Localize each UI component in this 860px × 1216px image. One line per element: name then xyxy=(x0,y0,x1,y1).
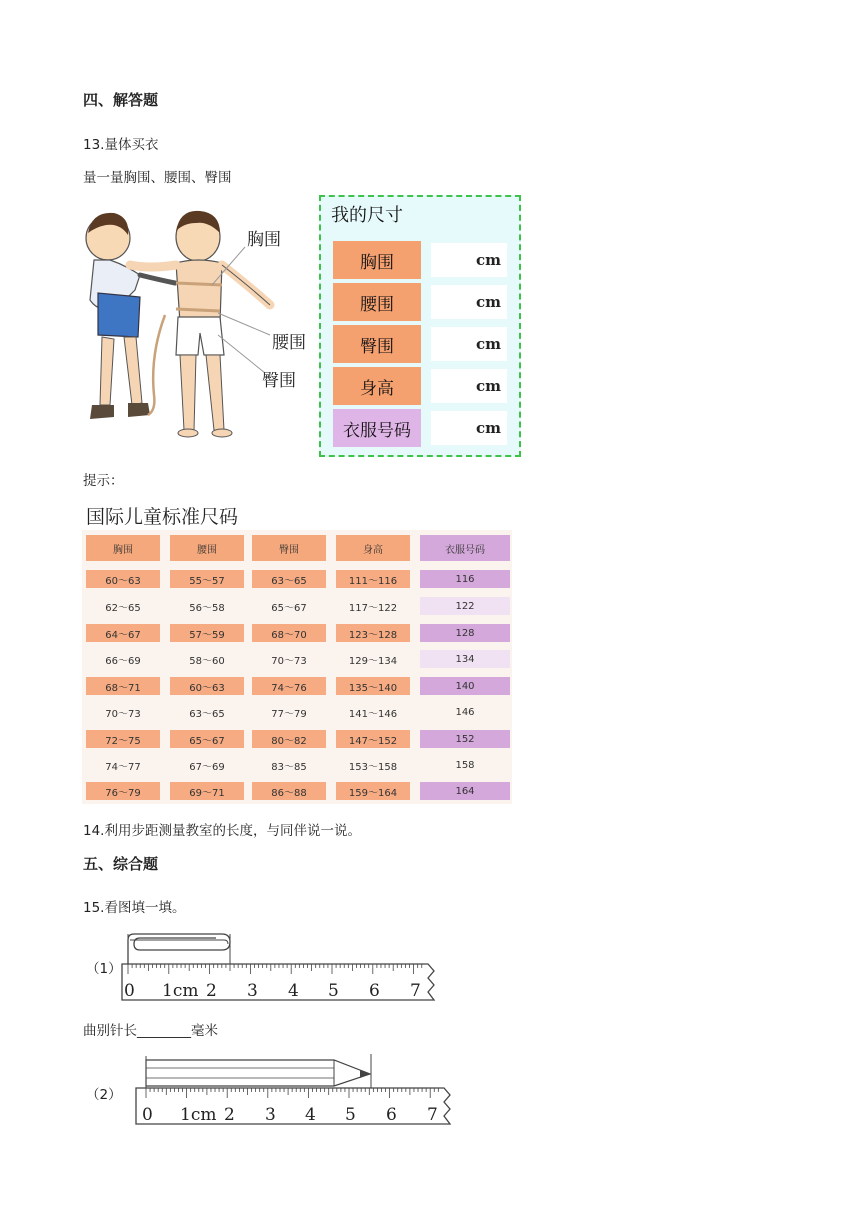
size-table-cell: 83～85 xyxy=(271,761,307,773)
card-label: 腰围 xyxy=(333,283,421,321)
card-row-clothing-size xyxy=(333,409,509,447)
size-table-cell: 111～116 xyxy=(336,570,410,588)
card-row-chest xyxy=(333,241,509,279)
size-table-cell: 70～73 xyxy=(271,655,307,667)
size-table-cell: 140 xyxy=(420,677,510,695)
card-label: 臀围 xyxy=(333,325,421,363)
q13-instruction: 量一量胸围、腰围、臀围 xyxy=(83,170,232,186)
size-table-cell: 152 xyxy=(420,730,510,748)
ruler-number: 4 xyxy=(305,1105,316,1125)
size-table-cell: 65～67 xyxy=(170,730,244,748)
size-table-cell: 146 xyxy=(455,706,475,718)
size-table-header: 身高 xyxy=(336,535,410,561)
left-boy-figure xyxy=(86,213,175,419)
size-table-cell: 74～77 xyxy=(105,761,141,773)
hint-label: 提示： xyxy=(83,473,124,489)
size-table-cell: 74～76 xyxy=(252,677,326,695)
size-table-cell: 57～59 xyxy=(170,624,244,642)
card-label: 身高 xyxy=(333,367,421,405)
size-table-cell: 68～71 xyxy=(86,677,160,695)
section-4-title: 四、解答题 xyxy=(83,91,159,109)
my-size-card xyxy=(319,195,521,457)
size-table-cell: 80～82 xyxy=(252,730,326,748)
ruler-number: 3 xyxy=(247,981,258,1001)
size-table-cell: 69～71 xyxy=(170,782,244,800)
ruler-number: 2 xyxy=(206,981,217,1001)
size-table-cell: 135～140 xyxy=(336,677,410,695)
card-value-field[interactable]: cm xyxy=(431,411,507,445)
size-table-cell: 70～73 xyxy=(105,708,141,720)
card-title: 我的尺寸 xyxy=(331,205,403,226)
card-value-field[interactable]: cm xyxy=(431,327,507,361)
size-table-cell: 134 xyxy=(420,650,510,668)
ruler-number: 3 xyxy=(265,1105,276,1125)
size-table-cell: 68～70 xyxy=(252,624,326,642)
chest-label: 胸围 xyxy=(247,230,281,250)
ruler-number: 6 xyxy=(386,1105,397,1125)
size-table-title: 国际儿童标准尺码 xyxy=(86,506,239,528)
ruler-number: 1cm xyxy=(180,1105,217,1125)
size-table-cell: 147～152 xyxy=(336,730,410,748)
size-table-cell: 60～63 xyxy=(86,570,160,588)
unit-text: 毫米 xyxy=(191,1023,218,1039)
size-table-cell: 55～57 xyxy=(170,570,244,588)
size-table-header: 衣服号码 xyxy=(420,535,510,561)
size-table-cell: 158 xyxy=(455,759,475,771)
size-table-cell: 65～67 xyxy=(271,602,307,614)
section-5-title: 五、综合题 xyxy=(83,855,159,873)
ruler-with-pencil xyxy=(134,1050,456,1130)
ruler-number: 5 xyxy=(328,981,339,1001)
card-row-height xyxy=(333,367,509,405)
size-table-cell: 117～122 xyxy=(348,602,398,614)
size-table xyxy=(82,530,512,804)
ruler-number: 6 xyxy=(369,981,380,1001)
q15-part2-label: （2） xyxy=(86,1087,122,1103)
ruler-with-paperclip xyxy=(118,930,440,1006)
ruler-number: 2 xyxy=(224,1105,235,1125)
card-value-field[interactable]: cm xyxy=(431,369,507,403)
size-table-cell: 60～63 xyxy=(170,677,244,695)
ruler-number: 4 xyxy=(288,981,299,1001)
size-table-header: 腰围 xyxy=(170,535,244,561)
question-text: 曲别针长 xyxy=(83,1023,137,1039)
card-value-field[interactable]: cm xyxy=(431,243,507,277)
card-value-field[interactable]: cm xyxy=(431,285,507,319)
size-table-cell: 123～128 xyxy=(336,624,410,642)
size-table-cell: 164 xyxy=(420,782,510,800)
card-row-hip xyxy=(333,325,509,363)
ruler-number: 7 xyxy=(427,1105,438,1125)
size-table-cell: 72～75 xyxy=(86,730,160,748)
size-table-cell: 58～60 xyxy=(189,655,225,667)
size-table-cell: 159～164 xyxy=(336,782,410,800)
size-table-cell: 86～88 xyxy=(252,782,326,800)
ruler-number: 0 xyxy=(124,981,135,1001)
size-table-cell: 141～146 xyxy=(348,708,398,720)
size-table-cell: 63～65 xyxy=(252,570,326,588)
hip-label: 臀围 xyxy=(262,371,296,391)
size-table-cell: 122 xyxy=(420,597,510,615)
ruler-number: 5 xyxy=(345,1105,356,1125)
q13-title: 13.量体买衣 xyxy=(83,137,159,153)
size-table-cell: 62～65 xyxy=(105,602,141,614)
q15-title: 15.看图填一填。 xyxy=(83,900,186,916)
size-table-cell: 116 xyxy=(420,570,510,588)
size-table-cell: 64～67 xyxy=(86,624,160,642)
size-table-cell: 77～79 xyxy=(271,708,307,720)
q14-text: 14.利用步距测量教室的长度，与同伴说一说。 xyxy=(83,823,361,839)
size-table-cell: 63～65 xyxy=(189,708,225,720)
size-table-cell: 66～69 xyxy=(105,655,141,667)
card-row-waist xyxy=(333,283,509,321)
ruler-number: 7 xyxy=(410,981,421,1001)
card-label: 衣服号码 xyxy=(333,409,421,447)
size-table-cell: 129～134 xyxy=(348,655,398,667)
ruler-number: 1cm xyxy=(162,981,199,1001)
answer-blank[interactable]: ________ xyxy=(137,1023,191,1039)
q15-part1-label: （1） xyxy=(86,961,122,977)
ruler-number: 0 xyxy=(142,1105,153,1125)
size-table-cell: 76～79 xyxy=(86,782,160,800)
size-table-cell: 56～58 xyxy=(189,602,225,614)
size-table-cell: 153～158 xyxy=(348,761,398,773)
q15-part1-question xyxy=(83,1019,218,1039)
waist-label: 腰围 xyxy=(272,333,306,353)
size-table-header: 臀围 xyxy=(252,535,326,561)
size-table-header: 胸围 xyxy=(86,535,160,561)
size-table-cell: 128 xyxy=(420,624,510,642)
size-table-cell: 67～69 xyxy=(189,761,225,773)
card-label: 胸围 xyxy=(333,241,421,279)
